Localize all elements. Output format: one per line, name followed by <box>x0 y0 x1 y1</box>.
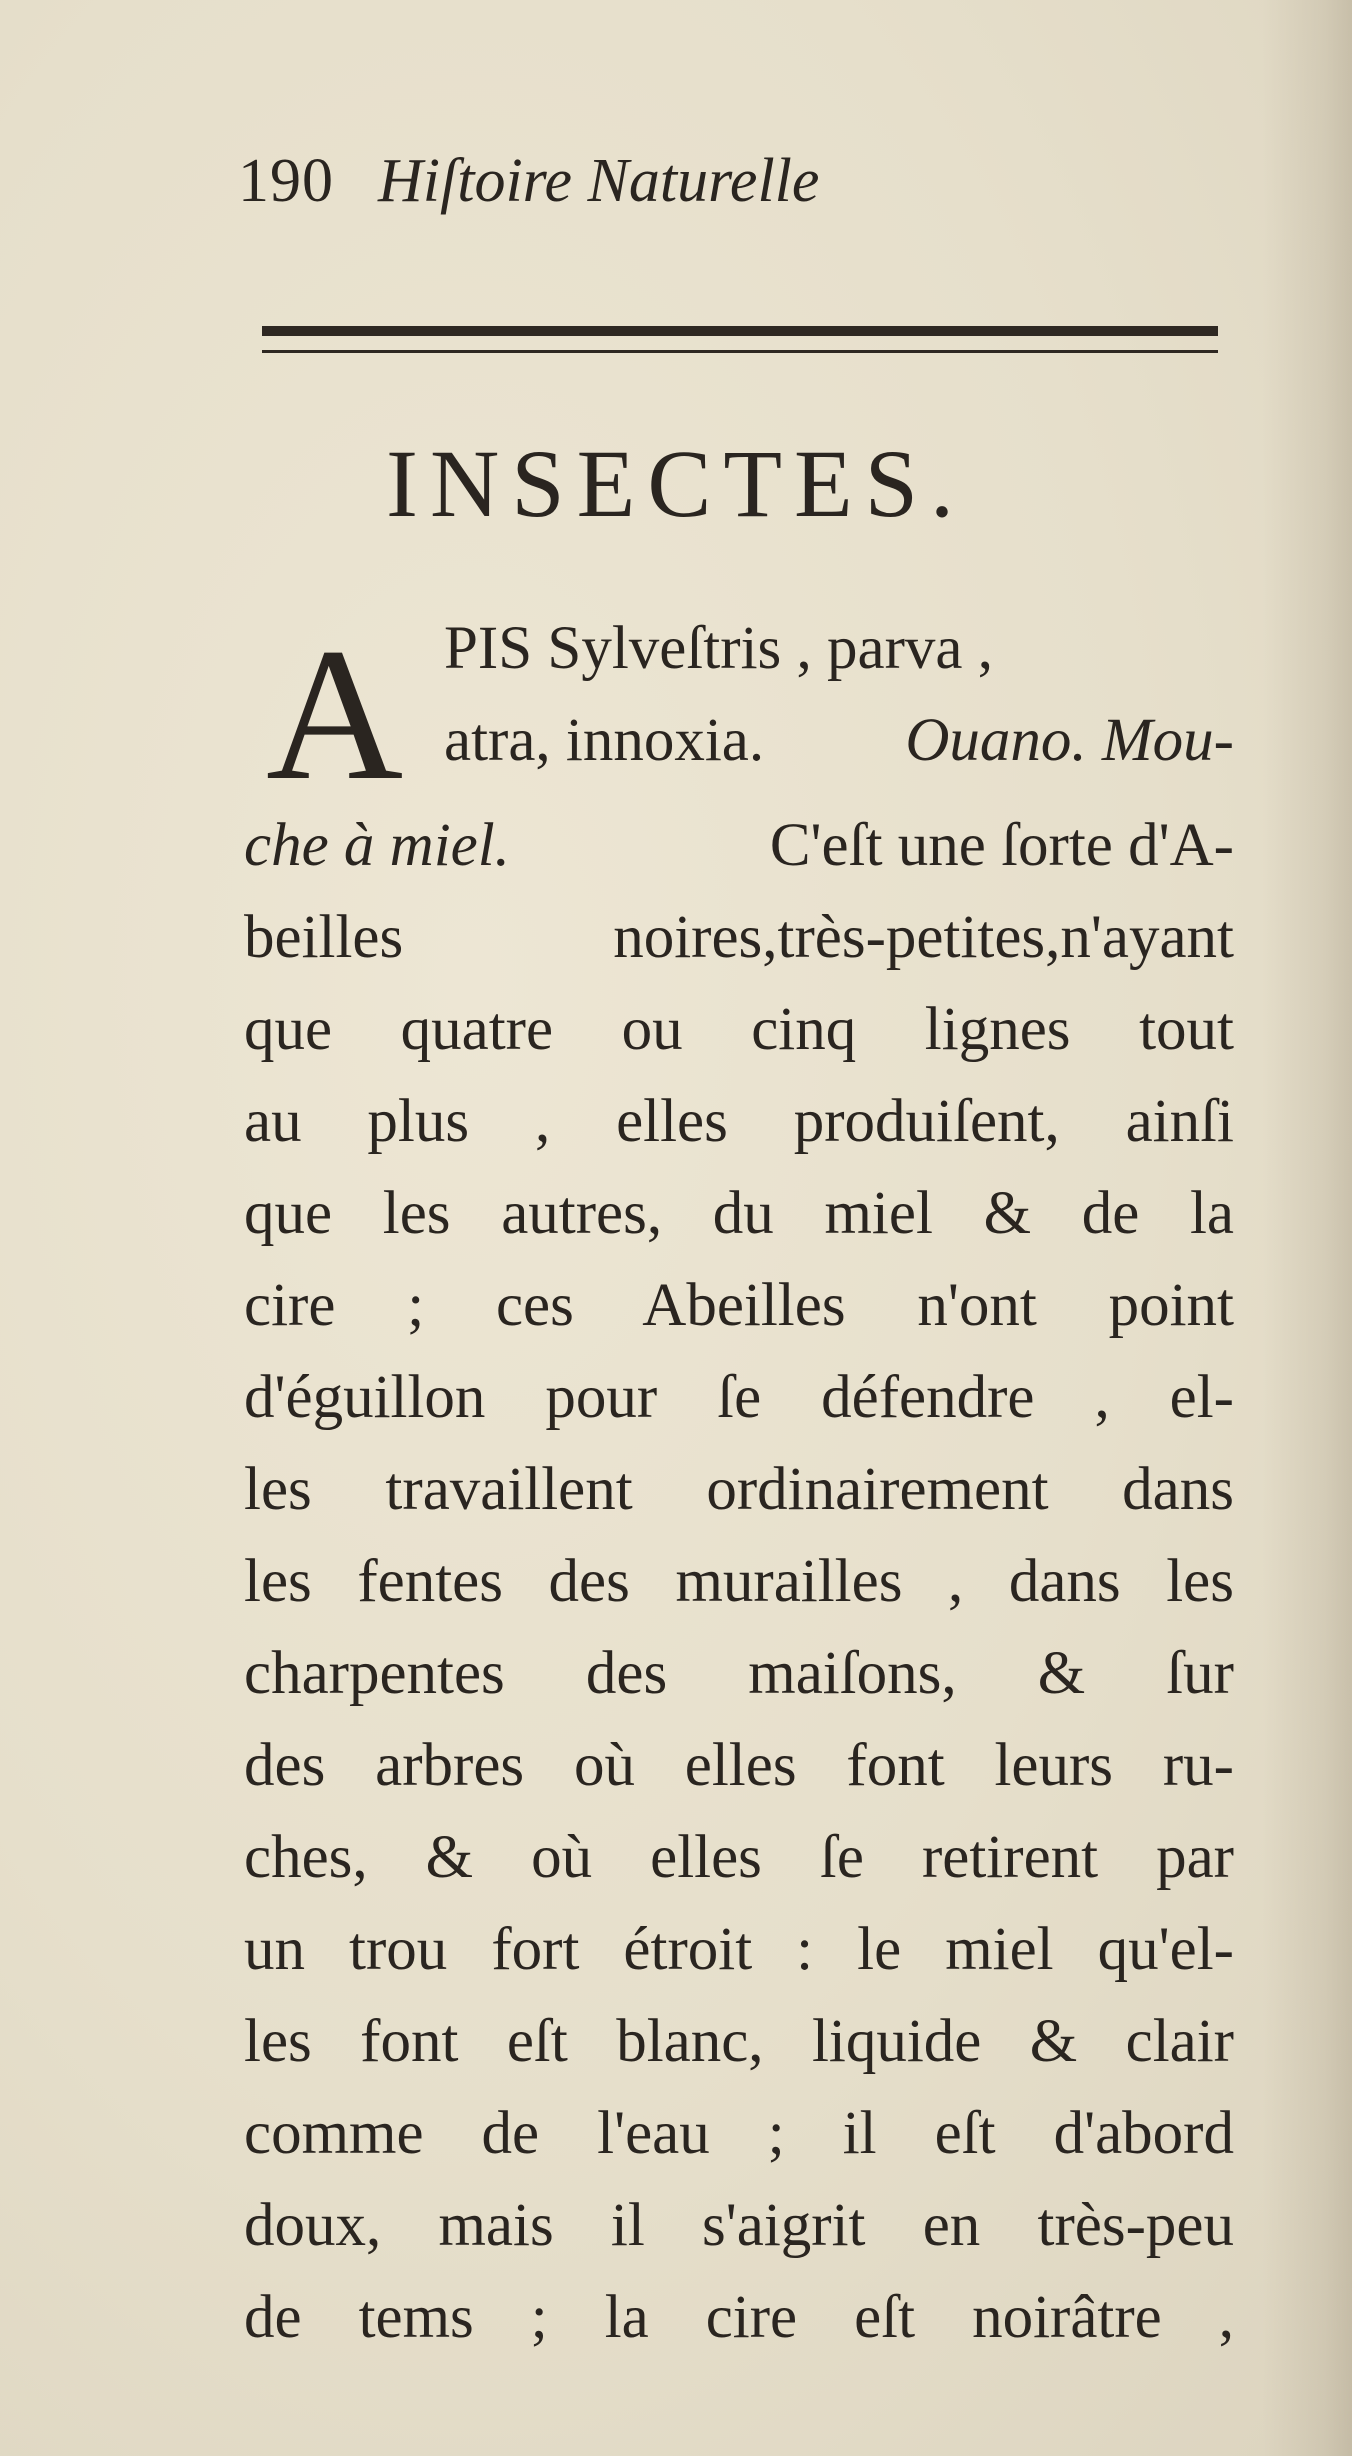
header-rule-thin <box>262 350 1218 353</box>
second-line-italic: Ouano. Mou- <box>905 707 1234 774</box>
third-line-italic: che à miel. <box>244 812 510 879</box>
third-line-roman: C'eſt une ſorte d'A- <box>769 812 1234 879</box>
text-line: d'éguillon pour ſe défendre , el- <box>244 1364 1234 1431</box>
header-rule-thick <box>262 326 1218 336</box>
page-gutter-shadow <box>1262 0 1352 2456</box>
text-line: au plus , elles produiſent, ainſi <box>244 1088 1234 1155</box>
text-line: cire ; ces Abeilles n'ont point <box>244 1272 1234 1339</box>
text-line: ches, & où elles ſe retirent par <box>244 1824 1234 1891</box>
text-line: que quatre ou cinq lignes tout <box>244 996 1234 1063</box>
section-heading: INSECTES. <box>385 430 967 537</box>
page-number: 190 <box>238 147 334 215</box>
text-line: beilles noires,très-petites,n'ayant <box>244 904 1234 971</box>
text-line: comme de l'eau ; il eſt d'abord <box>244 2100 1234 2167</box>
text-line: les font eſt blanc, liquide & clair <box>244 2008 1234 2075</box>
second-line-roman: atra, innoxia. <box>444 707 765 774</box>
text-line: un trou fort étroit : le miel qu'el- <box>244 1916 1234 1983</box>
text-line: charpentes des maiſons, & ſur <box>244 1640 1234 1707</box>
first-line-text: PIS Sylveſtris , parva , <box>444 615 993 682</box>
running-title: Hiſtoire Naturelle <box>378 147 820 215</box>
drop-cap: A <box>266 610 404 820</box>
text-line: que les autres, du miel & de la <box>244 1180 1234 1247</box>
text-line: les fentes des murailles , dans les <box>244 1548 1234 1615</box>
running-head <box>238 147 820 215</box>
text-line: les travaillent ordinairement dans <box>244 1456 1234 1523</box>
drop-cap-block <box>244 610 1234 820</box>
text-line: de tems ; la cire eſt noirâtre , <box>244 2284 1234 2351</box>
text-line: doux, mais il s'aigrit en très-peu <box>244 2192 1234 2259</box>
text-line: des arbres où elles font leurs ru- <box>244 1732 1234 1799</box>
text-line <box>444 614 1234 704</box>
body-text <box>244 610 1234 2364</box>
text-line <box>444 706 1234 796</box>
